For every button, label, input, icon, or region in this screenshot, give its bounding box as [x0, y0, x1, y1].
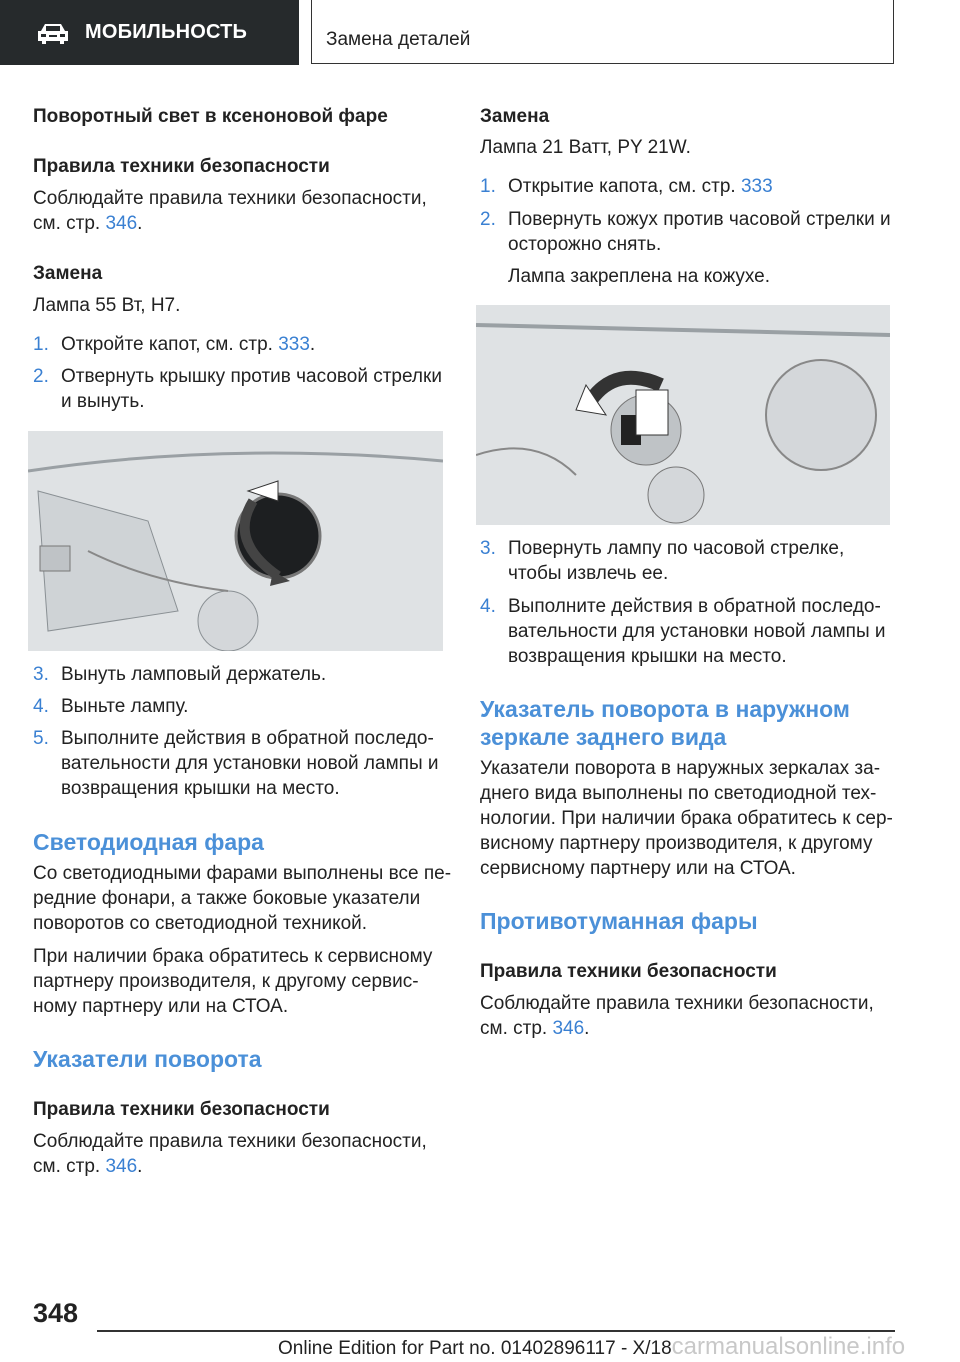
footer-divider — [97, 1330, 895, 1332]
step-text: Вынуть ламповый держатель. — [61, 664, 327, 685]
step-number: 3. — [480, 538, 496, 559]
list-item — [33, 726, 453, 801]
paragraph: Соблюдайте правила техники безопасности, см. стр. 346. — [33, 188, 427, 234]
page-link[interactable]: 346 — [105, 213, 138, 234]
text: Соблюдайте правила техники безопасности, см. стр. — [480, 993, 874, 1039]
list-item — [33, 694, 453, 719]
list-item — [480, 594, 900, 669]
step-number: 5. — [33, 728, 49, 749]
step-text: Повернуть кожух против часовой стрелки и осторожно снять. — [508, 209, 891, 255]
paragraph: Лампа 55 Вт, H7. — [33, 295, 181, 316]
subheading: Замена — [480, 106, 550, 127]
text: Открытие капота, см. стр. — [508, 176, 741, 197]
watermark: carmanualsonline.info — [671, 1333, 906, 1360]
list-item — [480, 174, 900, 199]
turn-signal-cover-image — [476, 305, 890, 525]
section-title: Поворотный свет в ксеноновой фаре — [33, 106, 388, 127]
page-link[interactable]: 333 — [740, 176, 773, 197]
step-number: 2. — [33, 366, 49, 387]
step-text: Отвернуть крышку против часовой стрелки и вынуть. — [61, 366, 442, 412]
paragraph: Со светодиодными фарами выполнены все передние фонари, а также боковые указатели поворотов со светодиодной техникой. — [33, 863, 452, 934]
section-heading: Светодиодная фара — [33, 829, 264, 855]
steps-list — [480, 536, 900, 669]
text: Соблюдайте правила техники безопасности, см. стр. — [33, 188, 427, 234]
paragraph: При наличии брака обратитесь к сервисному партнеру производителя, к другому сервисному партнеру или на СТОА. — [33, 946, 433, 1017]
step-number: 4. — [33, 696, 49, 717]
step-number: 3. — [33, 664, 49, 685]
step-number: 1. — [480, 176, 496, 197]
list-item — [33, 332, 453, 357]
step-text: Выполните действия в обратной последовательности для установки новой лампы и возвращения крышки на место. — [61, 728, 439, 799]
page-link[interactable]: 346 — [105, 1156, 138, 1177]
paragraph: Указатели поворота в наружных зеркалах заднего вида выполнены по светодиодной технологии. При наличии брака обратитесь к сервисному партнеру производителя, к другому сервисному партнеру или на СТОА. — [480, 758, 893, 879]
page-link[interactable]: 333 — [278, 334, 310, 355]
subheading: Правила техники безопасности — [33, 156, 330, 177]
headlight-cover-image — [28, 431, 443, 651]
section-heading: Указатель поворота в наружном зеркале заднего вида — [480, 696, 850, 750]
paragraph: Лампа 21 Ватт, PY 21W. — [480, 137, 691, 158]
car-icon — [37, 22, 69, 44]
steps-list — [33, 332, 453, 414]
note: Лампа закреплена на кожухе. — [508, 266, 771, 287]
step-text: Выполните действия в обратной последовательности для установки новой лампы и возвращения крышки на место. — [508, 596, 886, 667]
chapter-header — [311, 0, 894, 64]
chapter-title: Замена деталей — [326, 28, 471, 50]
step-number: 4. — [480, 596, 496, 617]
section-heading: Противотуманная фары — [480, 908, 758, 934]
section-title: МОБИЛЬНОСТЬ — [85, 21, 248, 43]
text: . — [309, 334, 316, 355]
subheading: Замена — [33, 263, 103, 284]
step-number: 2. — [480, 209, 496, 230]
step-text — [508, 174, 773, 199]
footer — [278, 1333, 905, 1361]
subheading: Правила техники безопасности — [480, 961, 777, 982]
list-item — [33, 662, 453, 687]
text: Откройте капот, см. стр. — [61, 334, 279, 355]
steps-list — [480, 174, 900, 257]
paragraph: Соблюдайте правила техники безопасности, см. стр. 346. — [480, 993, 874, 1039]
page-number: 348 — [33, 1298, 79, 1328]
list-item — [33, 364, 453, 414]
step-number: 1. — [33, 334, 49, 355]
step-text: Повернуть лампу по часовой стрелке, чтобы извлечь ее. — [508, 538, 845, 584]
steps-list — [33, 662, 453, 801]
list-item — [480, 207, 900, 257]
section-header — [0, 0, 299, 65]
step-text — [61, 332, 315, 357]
list-item — [480, 536, 900, 586]
paragraph: Соблюдайте правила техники безопасности, см. стр. 346. — [33, 1131, 427, 1177]
step-text: Выньте лампу. — [61, 696, 189, 717]
page-link[interactable]: 346 — [552, 1018, 585, 1039]
subheading: Правила техники безопасности — [33, 1099, 330, 1120]
section-heading: Указатели поворота — [33, 1046, 262, 1072]
text: Соблюдайте правила техники безопасности, см. стр. — [33, 1131, 427, 1177]
edition-text: Online Edition for Part no. 01402896117 - X/18 — [278, 1338, 672, 1359]
